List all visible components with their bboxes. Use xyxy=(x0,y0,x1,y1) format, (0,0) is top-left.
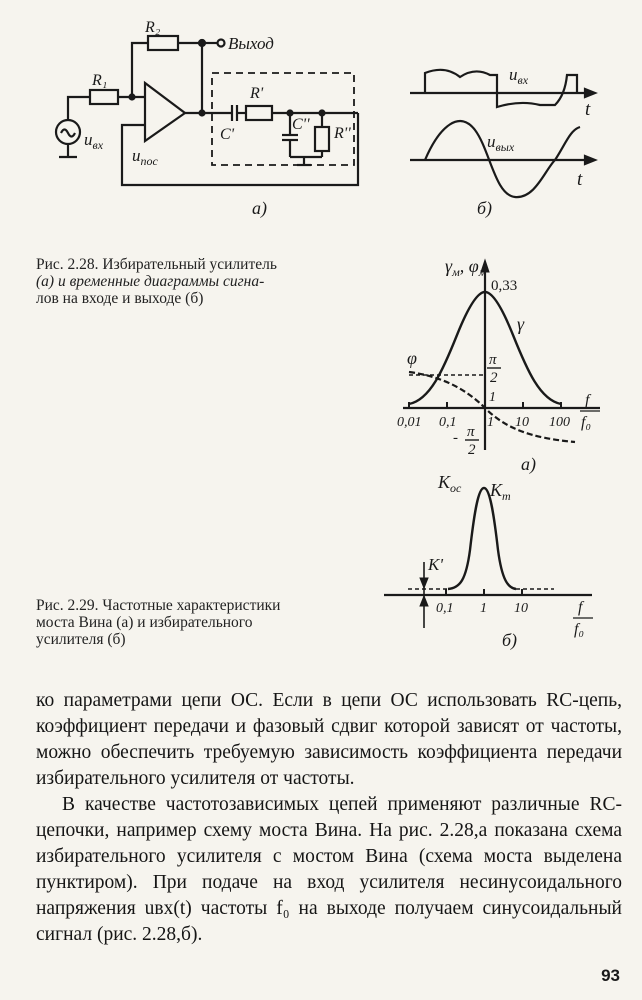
x-axis-f: f xyxy=(578,599,583,616)
c-dprime-label: C'' xyxy=(292,116,310,133)
xtick-label: 1 xyxy=(487,415,494,430)
fig228-caption-line: Избирательный усилитель xyxy=(102,256,277,273)
uin-label: $u_{вх}$ xyxy=(509,65,529,87)
pi-half-neg-num: π xyxy=(467,424,475,440)
wien-bridge-dashed-box xyxy=(212,73,354,165)
xtick-label: 0,1 xyxy=(436,601,454,616)
xtick-label: 10 xyxy=(515,415,529,430)
paragraph: В качестве частотозависимых цепей применяют различные RC-цепочки, например схему моста Вина. На рис. 2.28,а показана схема избирательного усилителя с мостом Вина (схема моста выделена пунктиром). При подаче на вход усилителя несинусоидального напряжения uвх(t) частоты f₀ на выходе получаем синусоидальный сигнал (рис. 2.28,б). xyxy=(36,794,622,945)
pi-half-pos-den: 2 xyxy=(490,370,498,386)
r1-label: R₁ xyxy=(92,72,108,89)
fig229b-ylabel: $K_{ос}$ xyxy=(438,472,462,495)
fig229a-ylabel: $\gamma_м$, $\varphi_м$ xyxy=(445,256,487,279)
t-axis-label-top: t xyxy=(585,99,591,120)
fig228-part-b-label: б) xyxy=(477,198,493,218)
fig229-caption-prefix: Рис. 2.29. xyxy=(36,597,99,614)
fig228-caption-line: лов на входе и выходе (б) xyxy=(36,290,204,307)
peak-value-label: 0,33 xyxy=(491,278,518,294)
kprime-label: K' xyxy=(428,555,443,574)
r1-resistor xyxy=(90,90,118,104)
x-axis-f: f xyxy=(585,392,590,409)
gamma-curve-label: γ xyxy=(517,314,525,334)
xtick-label: 0,01 xyxy=(397,415,422,430)
xtick-label: 10 xyxy=(514,601,528,616)
pi-half-neg-den: 2 xyxy=(468,442,476,458)
one-label: 1 xyxy=(489,390,496,405)
fig228-caption xyxy=(36,256,366,307)
xtick-label: 100 xyxy=(549,415,570,430)
c-prime-label: C' xyxy=(220,126,235,143)
r2-label: R₂ xyxy=(145,19,161,36)
op-amp-symbol xyxy=(145,83,185,141)
fig229-caption-line: Частотные характеристики xyxy=(102,597,281,614)
fig229-caption-line: усилителя (б) xyxy=(36,631,126,648)
minus-sign: - xyxy=(453,430,458,446)
fig229a-frequency-plot xyxy=(395,250,615,475)
x-axis-f0: f₀ xyxy=(574,621,585,638)
input-waveform xyxy=(425,70,577,107)
pi-half-pos-num: π xyxy=(489,352,497,368)
r-dprime-label: R'' xyxy=(334,125,351,142)
xtick-label: 1 xyxy=(480,601,487,616)
fig229-part-b-label: б) xyxy=(502,630,518,650)
fig229-caption xyxy=(36,597,341,648)
uout-label: $u_{вых}$ xyxy=(487,132,515,154)
fig228-part-a-label: а) xyxy=(252,198,267,218)
upos-label: $u_{пос}$ xyxy=(132,146,158,168)
km-label: $K_m$ xyxy=(490,480,511,503)
phi-curve-label: φ xyxy=(407,348,417,368)
x-axis-f0: f₀ xyxy=(581,414,592,431)
uin-label: $u_{вх}$ xyxy=(84,130,104,152)
xtick-label: 0,1 xyxy=(439,415,457,430)
paragraph: ко параметрами цепи ОС. Если в цепи ОС использовать RC-цепь, коэффициент передачи и фазовый сдвиг которой зависят от частоты, можно обеспечить требуемую зависимость коэффициента передачи избирательного усилителя от частоты. xyxy=(36,690,622,789)
fig228-timing-diagram xyxy=(405,55,605,220)
t-axis-label-bottom: t xyxy=(577,169,583,190)
fig229-part-a-label: а) xyxy=(521,454,536,474)
fig228-circuit-diagram xyxy=(40,5,380,220)
r2-resistor xyxy=(148,36,178,50)
kos-curve xyxy=(448,488,516,589)
fig228-caption-line: (а) и временные диаграммы сигна- xyxy=(36,273,265,290)
fig229-caption-line: моста Вина (а) и избирательного xyxy=(36,614,253,631)
output-label: Выход xyxy=(228,34,274,53)
body-text xyxy=(36,688,622,948)
page-number: 93 xyxy=(601,966,620,985)
fig228-caption-prefix: Рис. 2.28. xyxy=(36,256,99,273)
r-prime-label: R' xyxy=(250,85,264,102)
fig229b-frequency-plot xyxy=(378,470,618,655)
